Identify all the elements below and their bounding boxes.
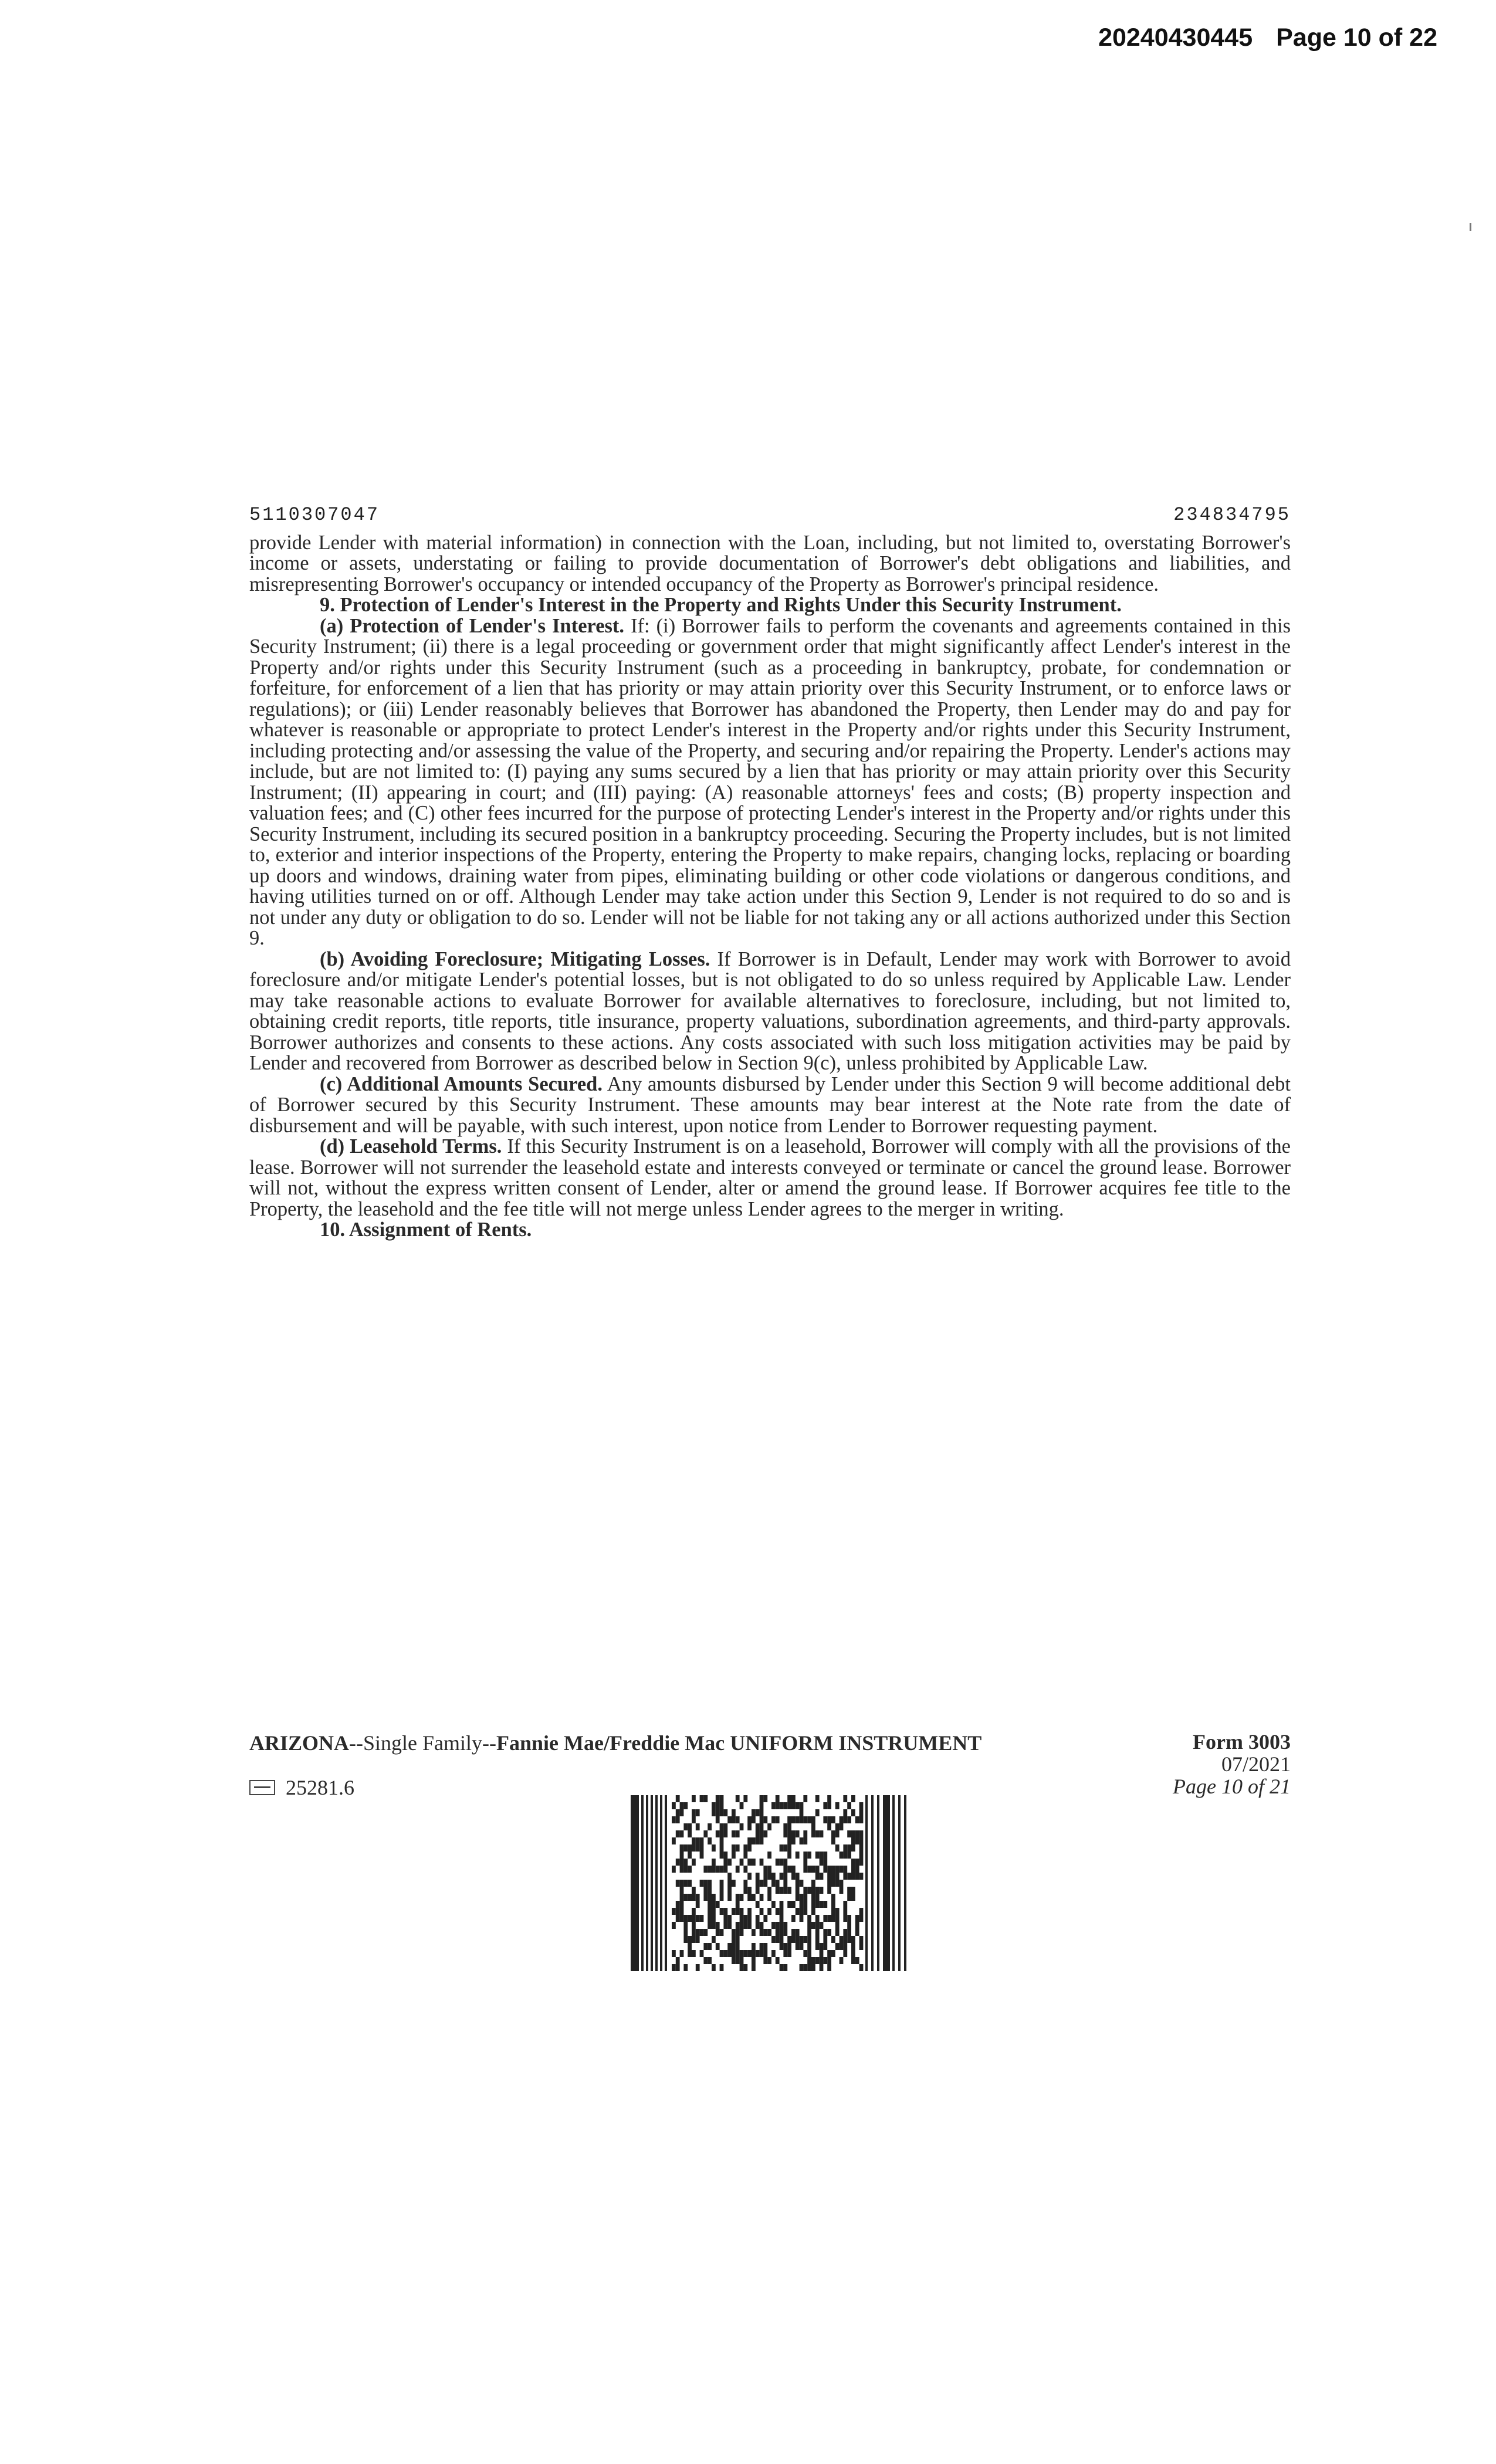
footer-state: ARIZONA xyxy=(249,1731,350,1755)
section-10-heading: 10. Assignment of Rents. xyxy=(320,1219,532,1241)
document-code-icon xyxy=(249,1780,275,1795)
subsection-a-heading: (a) Protection of Lender's Interest. xyxy=(320,614,625,637)
pdf417-barcode xyxy=(631,1795,906,1971)
subsection-b-heading: (b) Avoiding Foreclosure; Mitigating Losses. xyxy=(320,947,710,970)
document-body xyxy=(249,505,1291,1241)
loan-id-left: 5110307047 xyxy=(249,504,380,526)
subsection-b-text: If Borrower is in Default, Lender may work with Borrower to avoid foreclosure and/or mitigate Lender's potential losses, but is not obligated to do so unless required by Applicable Law. Lender may take reasonable actions to evaluate Borrower for available alternatives to foreclosure, including, but not limited to, obtaining credit reports, title reports, title insurance, property valuations, subordination agreements, and third-party approvals. Borrower authorizes and consents to these actions. Any costs associated with such loss mitigation activities may be paid by Lender and recovered from Borrower as described below in Section 9(c), unless prohibited by Applicable Law. xyxy=(249,947,1291,1074)
subsection-d-heading: (d) Leasehold Terms. xyxy=(320,1135,502,1157)
paragraph-9c xyxy=(249,1074,1291,1137)
form-number: Form 3003 xyxy=(1193,1730,1291,1754)
paragraph-9d xyxy=(249,1136,1291,1220)
document-footer xyxy=(249,1731,1291,1800)
section-9-heading: 9. Protection of Lender's Interest in the Property and Rights Under this Security Instrument. xyxy=(320,594,1122,616)
paragraph-intro: provide Lender with material information) in connection with the Loan, including, but not limited to, overstating Borrower's income or assets, understating or failing to provide documentation of Borrower's debt obligations and liabilities, and misrepresenting Borrower's occupancy or intended occupancy of the Property as Borrower's principal residence. xyxy=(249,531,1291,595)
paragraph-9b xyxy=(249,949,1291,1074)
paragraph-9a xyxy=(249,616,1291,949)
form-date: 07/2021 xyxy=(1221,1752,1291,1776)
subsection-d-text: If this Security Instrument is on a leasehold, Borrower will comply with all the provisions of the lease. Borrower will not surrender the leasehold estate and interests conveyed or terminate or cancel the ground lease. Borrower will not, without the express written consent of Lender, alter or amend the ground lease. If Borrower acquires fee title to the Property, the leasehold and the fee title will not merge unless Lender agrees to the merger in writing. xyxy=(249,1135,1291,1220)
doc-code-value: 25281.6 xyxy=(286,1776,354,1799)
recording-number: 20240430445 xyxy=(1098,23,1253,52)
id-row xyxy=(249,505,1291,526)
loan-id-right: 234834795 xyxy=(1173,504,1291,526)
footer-instrument: Fannie Mae/Freddie Mac UNIFORM INSTRUMENT xyxy=(496,1731,982,1755)
form-info xyxy=(1173,1731,1291,1798)
instrument-title xyxy=(249,1731,981,1798)
scan-mark xyxy=(1470,223,1478,231)
footer-family: --Single Family-- xyxy=(349,1731,496,1755)
form-page: Page 10 of 21 xyxy=(1173,1775,1291,1798)
recording-stamp xyxy=(1075,23,1437,52)
subsection-a-text: If: (i) Borrower fails to perform the covenants and agreements contained in this Security Instrument; (ii) there is a legal proceeding or government order that might significantly affect Lender's interest in the Property and/or rights under this Security Instrument (such as a proceeding in bankruptcy, probate, for condemnation or forfeiture, for enforcement of a lien that has priority or may attain priority over this Security Instrument, or to enforce laws or regulations); or (iii) Lender reasonably believes that Borrower has abandoned the Property, then Lender may do and pay for whatever is reasonable or appropriate to protect Lender's interest in the Property and/or rights under this Security Instrument, including protecting and/or assessing the value of the Property, and securing and/or repairing the Property. Lender's actions may include, but are not limited to: (I) paying any sums secured by a lien that has priority or may attain priority over this Security Instrument; (II) appearing in court; and (III) paying: (A) reasonable attorneys' fees and costs; (B) property inspection and valuation fees; and (C) other fees incurred for the purpose of protecting Lender's interest in the Property and/or rights under this Security Instrument, including its secured position in a bankruptcy proceeding. Securing the Property includes, but is not limited to, exterior and interior inspections of the Property, entering the Property to make repairs, changing locks, replacing or boarding up doors and windows, draining water from pipes, eliminating building or other code violations or dangerous conditions, and having utilities turned on or off. Although Lender may take action under this Section 9, Lender is not required to do so and is not under any duty or obligation to do so. Lender will not be liable for not taking any or all actions authorized under this Section 9. xyxy=(249,614,1291,949)
subsection-c-text: Any amounts disbursed by Lender under this Section 9 will become additional debt of Borrower secured by this Security Instrument. These amounts may bear interest at the Note rate from the date of disbursement and will be payable, with such interest, upon notice from Lender to Borrower requesting payment. xyxy=(249,1072,1291,1137)
subsection-c-heading: (c) Additional Amounts Secured. xyxy=(320,1072,603,1095)
page-counter: Page 10 of 22 xyxy=(1276,23,1437,52)
